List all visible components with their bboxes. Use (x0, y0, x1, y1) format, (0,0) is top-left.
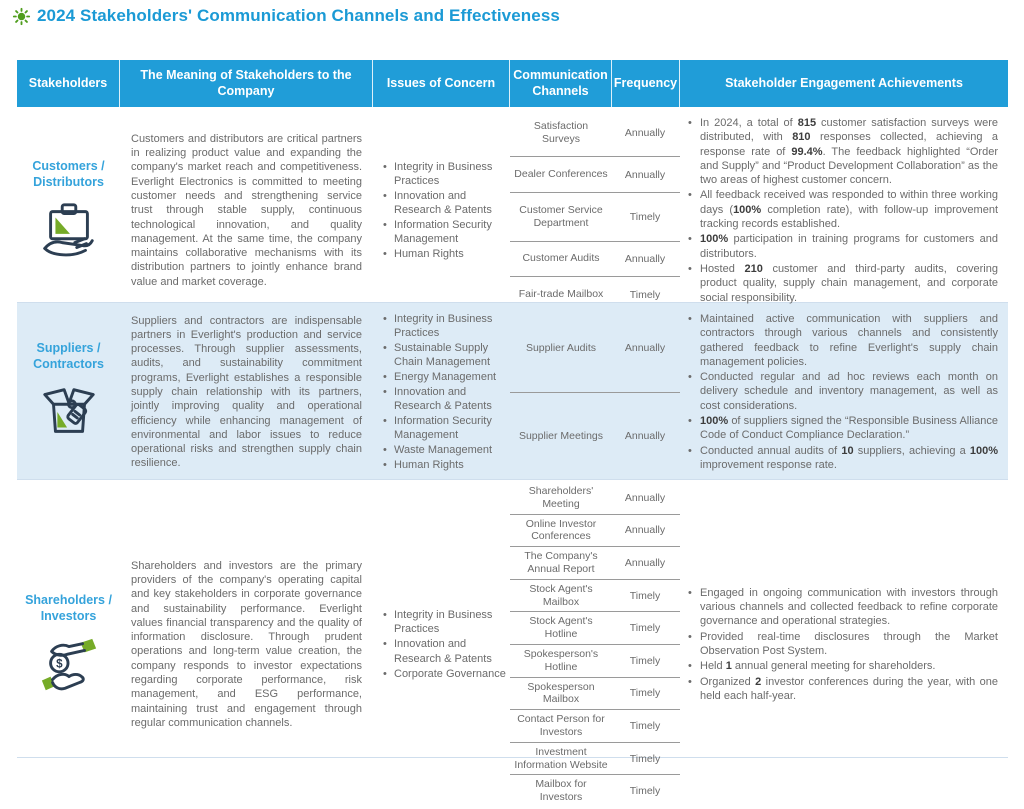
channel-frequency: Annually (624, 252, 666, 265)
channel-frequency: Timely (629, 719, 661, 732)
meaning-cell (120, 303, 373, 481)
issue-item: • Information Security Management (383, 414, 506, 442)
channel-frequency: Annually (624, 168, 666, 181)
stakeholder-cell (17, 480, 120, 809)
channel-frequency: Annually (624, 429, 666, 442)
achievement-item: • Organized 2 investor conferences during the year, with one held each half-year. (688, 675, 998, 704)
header-channels: Communication Channels (510, 60, 612, 107)
channel-subrow (510, 678, 680, 711)
achievement-item: • Provided real-time disclosures through the Market Observation Post System. (688, 630, 998, 659)
channel-subrow (510, 157, 680, 193)
issues-list (383, 311, 506, 474)
issues-list (383, 159, 506, 263)
page-title: 2024 Stakeholders' Communication Channels and Effectiveness (37, 6, 560, 25)
channel-subrow (510, 193, 680, 241)
issue-item: • Integrity in Business Practices (383, 312, 506, 340)
channel-subrow (510, 775, 680, 807)
achievement-item: • Conducted annual audits of 10 suppliers, achieving a 100% improvement response rate. (688, 444, 998, 473)
channel-subrow (510, 547, 680, 580)
header-stakeholders: Stakeholders (17, 60, 120, 107)
channel-subrow (510, 242, 680, 278)
header-achievements: Stakeholder Engagement Achievements (725, 75, 963, 90)
meaning-text: Suppliers and contractors are indispensable partners in Everlight's production and service processes. Through supplier assessments, audits, and sustainability commitment programs, Everlight establishes a responsible supply chain relationship with its partners, jointly improving quality and operational efficiency while enhancing management of environmental and labor issues to reduce operational risks and strengthen supply chain resilience. (131, 314, 362, 470)
table-body (17, 107, 1008, 804)
channel-subrow (510, 710, 680, 743)
achievements-list (688, 115, 998, 306)
table-row (17, 302, 1008, 479)
header-issues: Issues of Concern (373, 60, 510, 107)
channels-frequency-cell (510, 480, 680, 809)
table-row (17, 107, 1008, 302)
channel-name: Online Investor Conferences (525, 517, 597, 543)
channel-name: Supplier Audits (525, 341, 597, 354)
channel-name: Fair-trade Mailbox (518, 288, 604, 301)
achievement-item: • Held 1 annual general meeting for shareholders. (688, 659, 998, 673)
svg-text:$: $ (55, 657, 63, 671)
achievements-cell (680, 303, 1008, 481)
issue-item: • Innovation and Research & Patents (383, 385, 506, 413)
channel-frequency: Annually (624, 491, 666, 504)
issue-item: • Integrity in Business Practices (383, 160, 506, 188)
channel-frequency: Annually (624, 556, 666, 569)
channel-name: Spokesperson Mailbox (527, 680, 595, 706)
channel-frequency: Timely (629, 752, 661, 765)
achievement-item: • Conducted regular and ad hoc reviews each month on delivery schedule and inventory management, as well as cost considerations. (688, 370, 998, 413)
channel-name: Stock Agent's Mailbox (529, 582, 593, 608)
channel-subrow (510, 393, 680, 480)
achievement-item: • Hosted 210 customer and third-party audits, covering product quality, supply chain management, and corporate social responsibility. (688, 262, 998, 305)
issue-item: • Innovation and Research & Patents (383, 189, 506, 217)
channel-name: Satisfaction Surveys (533, 119, 589, 145)
issue-item: • Information Security Management (383, 218, 506, 246)
issues-cell (373, 303, 510, 481)
channel-name: Supplier Meetings (518, 429, 604, 442)
stakeholder-label: Customers / Distributors (32, 159, 105, 189)
header-meaning: The Meaning of Stakeholders to the Company (120, 60, 373, 107)
channel-frequency: Annually (624, 342, 666, 355)
meaning-text: Customers and distributors are critical partners in realizing product value and expanding the company's market reach and competitiveness. Everlight Electronics is committed to meeting customer needs and strengthening service trust through stable supply, continuous technological innovation, and quality management. At the same time, the company maintains collaborative mechanisms with its distribution partners to jointly enhance brand value and market coverage. (131, 132, 362, 288)
issues-cell (373, 480, 510, 809)
channel-subrow (510, 580, 680, 613)
channel-subrow (510, 645, 680, 678)
channel-name: Spokesperson's Hotline (523, 647, 599, 673)
issue-item: • Energy Management (383, 370, 506, 384)
issues-cell (373, 107, 510, 314)
stakeholder-label: Suppliers / Contractors (33, 341, 104, 371)
channel-subrow (510, 612, 680, 645)
channel-name: Customer Service Department (519, 204, 603, 229)
issue-item: • Corporate Governance (383, 667, 506, 681)
issue-item: • Human Rights (383, 247, 506, 261)
channel-name: Contact Person for Investors (517, 713, 605, 738)
coin-hands-icon (38, 634, 100, 696)
channel-frequency: Timely (629, 687, 661, 700)
channel-name: Customer Audits (522, 252, 600, 265)
channel-subrow (510, 743, 680, 776)
meaning-cell (120, 480, 373, 809)
stakeholder-label: Shareholders / Investors (25, 593, 112, 623)
achievement-item: • In 2024, a total of 815 customer satisfaction surveys were distributed, with 810 responses collected, achieving a response rate of 99.4%. The feedback highlighted “Order and Supply” and “Product Development Collaboration” as the two areas of highest customer concern. (688, 116, 998, 187)
stakeholder-cell (17, 107, 120, 314)
achievement-item: • 100% participation in training programs for customers and distributors. (688, 232, 998, 261)
achievements-cell (680, 480, 1008, 809)
channel-name: Mailbox for Investors (535, 778, 587, 804)
channel-name: Dealer Conferences (514, 168, 608, 181)
channel-subrow (510, 515, 680, 548)
achievement-item: • Maintained active communication with suppliers and contractors through various channels and consistently gathered feedback to refine Everlight's supply chain management policies. (688, 312, 998, 369)
achievement-item: • 100% of suppliers signed the “Responsible Business Alliance Code of Conduct Compliance Declaration.” (688, 414, 998, 443)
channel-frequency: Timely (629, 622, 661, 635)
channel-subrow (510, 305, 680, 393)
channel-name: Shareholders' Meeting (528, 485, 594, 510)
table-header-row (17, 60, 1008, 107)
issue-item: • Sustainable Supply Chain Management (383, 341, 506, 369)
channel-frequency: Timely (629, 785, 661, 798)
achievements-list (688, 585, 998, 704)
issue-item: • Innovation and Research & Patents (383, 637, 506, 665)
channel-name: Investment Information Website (514, 745, 608, 771)
channel-name: Stock Agent's Hotline (529, 615, 593, 641)
issue-item: • Human Rights (383, 458, 506, 472)
sun-icon (13, 8, 30, 25)
stakeholders-table (17, 60, 1008, 804)
issue-item: • Waste Management (383, 443, 506, 457)
header-frequency: Frequency (612, 60, 680, 107)
channel-subrow (510, 482, 680, 515)
box-with-tag-icon (38, 381, 100, 443)
achievement-item: • Engaged in ongoing communication with investors through various channels and collected feedback to refine corporate governance and operational strategies. (688, 586, 998, 629)
channels-frequency-cell (510, 107, 680, 314)
channel-frequency: Timely (629, 288, 661, 301)
stakeholder-cell (17, 303, 120, 481)
meaning-text: Shareholders and investors are the primary providers of the company's operating capital and key stakeholders in corporate governance and sustainability performance. Everlight values financial transparency and the quality of information disclosure. Through prudent operations and long-term value creation, the company responds to investor expectations regarding corporate performance, risk management, and ESG performance, maintaining trust and engagement through regular communication channels. (131, 559, 362, 729)
channel-frequency: Annually (624, 524, 666, 537)
table-row (17, 479, 1008, 804)
achievements-list (688, 311, 998, 473)
channels-frequency-cell (510, 303, 680, 481)
issue-item: • Integrity in Business Practices (383, 608, 506, 636)
channel-frequency: Timely (629, 210, 661, 223)
channel-frequency: Timely (629, 654, 661, 667)
meaning-cell (120, 107, 373, 314)
issues-list (383, 607, 506, 681)
page-title-row (13, 6, 560, 26)
achievements-cell (680, 107, 1008, 314)
channel-name: The Company's Annual Report (524, 550, 598, 575)
channel-subrow (510, 109, 680, 157)
achievement-item: • All feedback received was responded to within three working days (100% completion rate), with follow-up improvement tracking records established. (688, 188, 998, 231)
channel-frequency: Annually (624, 126, 666, 139)
channel-frequency: Timely (629, 589, 661, 602)
briefcase-in-hand-icon (38, 200, 100, 262)
